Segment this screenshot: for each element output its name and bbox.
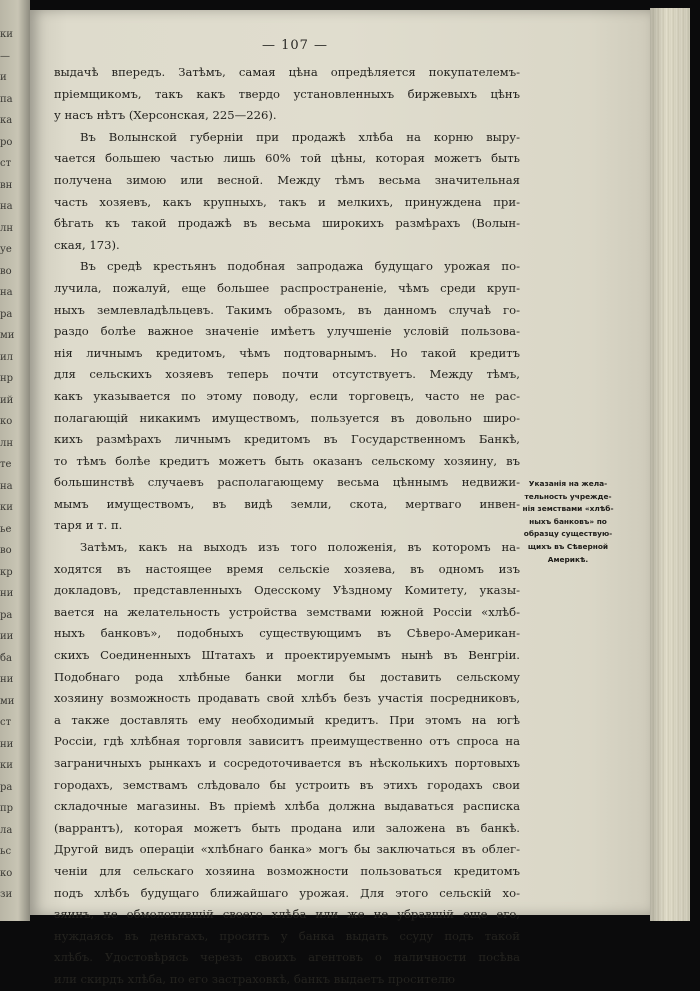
text-line: хозяину возможность продавать свой хлѣбъ безъ участія посредниковъ, <box>54 691 520 706</box>
adjacent-page-fragment: ьс <box>0 846 12 857</box>
body-text <box>54 62 520 991</box>
text-line: получена зимою или весной. Между тѣмъ весьма значительная <box>54 172 520 187</box>
adjacent-page-fragment: ми <box>0 695 15 707</box>
adjacent-page-fragment: ки <box>0 29 13 40</box>
adjacent-page-fragment: вн <box>0 179 13 191</box>
margin-note-line: нія земствами «хлѣб- <box>522 504 614 514</box>
adjacent-page-fragment: ии <box>0 631 14 642</box>
text-line: таря и т. п. <box>54 518 123 533</box>
adjacent-page-fragment: ба <box>0 652 12 664</box>
adjacent-page-fragment: ка <box>0 115 13 126</box>
adjacent-page-fragment: — <box>0 50 10 62</box>
text-line: нуждаясь въ деньгахъ, проситъ у банка выдать ссуду подъ такой <box>54 928 520 943</box>
text-line: зяинъ, не обмолотившій своего хлѣба или же не убравшій еще его, <box>54 907 520 922</box>
margin-note-line: образцу существую- <box>523 529 613 539</box>
adjacent-page-fragment: на <box>0 201 13 212</box>
text-line: скихъ Соединенныхъ Штатахъ и проектируемымъ нынѣ въ Венгріи. <box>54 648 520 663</box>
text-line: мымъ имуществомъ, въ видѣ земли, скота, мертваго инвен- <box>54 496 520 511</box>
text-line: большинствѣ случаевъ располагающему весьма цѣннымъ недвижи- <box>54 475 520 490</box>
adjacent-page-fragment: ст <box>0 717 12 728</box>
text-line: Въ средѣ крестьянъ подобная запродажа будущаго урожая по- <box>80 259 520 274</box>
margin-note <box>504 478 632 566</box>
text-line: вается на желательность устройства земствами южной Россіи «хлѣб- <box>54 604 520 619</box>
text-line: Въ Волынской губерніи при продажѣ хлѣба на корню выру- <box>80 129 520 144</box>
adjacent-page-fragment: ко <box>0 867 13 879</box>
adjacent-page-fragment: ла <box>0 824 13 836</box>
text-line: какъ указывается по этому поводу, если торговецъ, часто не рас- <box>54 388 520 403</box>
text-line: ныхъ землевладѣльцевъ. Такимъ образомъ, въ данномъ случаѣ го- <box>54 302 520 317</box>
margin-note-line: Указанія на жела- <box>528 479 608 488</box>
adjacent-page-fragment: ки <box>0 760 13 771</box>
book-page <box>30 10 650 986</box>
text-line: у насъ нѣтъ (Херсонская, 225—226). <box>54 108 277 123</box>
adjacent-page-fragment: ми <box>0 330 15 341</box>
text-line: ченіи для сельскаго хозяина возможности пользоваться кредитомъ <box>54 863 520 878</box>
adjacent-page-fragment: зи <box>0 889 13 900</box>
text-line: Другой видъ операціи «хлѣбнаго банка» могъ бы заключаться въ облег- <box>54 842 520 857</box>
adjacent-page-fragment: ст <box>0 158 12 169</box>
text-line: ныхъ банковъ», подобныхъ существующимъ въ Сѣверо-Американ- <box>54 626 520 641</box>
adjacent-page-fragment: пр <box>0 803 14 814</box>
adjacent-page-edge <box>0 0 30 921</box>
text-line: Россіи, гдѣ хлѣбная торговля зависитъ преимущественно отъ спроса на <box>54 734 520 749</box>
adjacent-page-fragment: ни <box>0 674 14 685</box>
adjacent-page-fragment: те <box>0 459 12 470</box>
text-line: бѣгать къ такой продажѣ въ весьма широкихъ размѣрахъ (Волын- <box>54 216 520 231</box>
adjacent-page-fragment: ил <box>0 351 14 363</box>
adjacent-page-fragment: ни <box>0 588 14 599</box>
text-line: а также доставлять ему необходимый кредитъ. При этомъ на югѣ <box>54 712 520 727</box>
text-line: или скирдъ хлѣба, по его застраховкѣ, банкъ выдаетъ просителю <box>54 971 456 986</box>
margin-note-line: тельность учрежде- <box>524 491 612 501</box>
adjacent-page-fragment: лн <box>0 437 14 449</box>
text-line: то тѣмъ болѣе кредитъ можетъ быть оказанъ сельскому хозяину, въ <box>54 453 520 468</box>
text-line: чается большею частью лишь 60% той цѣны, которая можетъ быть <box>54 151 520 166</box>
adjacent-page-fragment: лн <box>0 222 14 234</box>
adjacent-page-fragment: ко <box>0 416 13 427</box>
text-line: ская, 173). <box>54 237 120 252</box>
adjacent-page-fragment: ье <box>0 523 12 535</box>
adjacent-page-fragment: уе <box>0 244 12 255</box>
text-line: раздо болѣе важное значеніе имѣетъ улучшеніе условій пользова- <box>54 324 520 339</box>
adjacent-page-fragment: ра <box>0 308 13 320</box>
text-line: складочные магазины. Въ пріемѣ хлѣба должна выдаваться расписка <box>54 799 520 814</box>
text-line: (варрантъ), которая можетъ быть продана или заложена въ банкѣ. <box>54 820 520 835</box>
text-line: Затѣмъ, какъ на выходъ изъ того положенія, въ которомъ на- <box>80 540 520 555</box>
text-line: городахъ, земствамъ слѣдовало бы устроить въ этихъ городахъ свои <box>54 777 520 792</box>
adjacent-page-fragment: ра <box>0 609 13 621</box>
adjacent-page-fragment: кр <box>0 566 13 578</box>
margin-note-line: Америкѣ. <box>547 554 589 564</box>
text-line: нія личнымъ кредитомъ, чѣмъ подтоварнымъ. Но такой кредитъ <box>54 345 520 360</box>
adjacent-page-fragment: нр <box>0 373 14 384</box>
margin-note-line: ныхъ банковъ» по <box>529 516 607 526</box>
text-line: Подобнаго рода хлѣбные банки могли бы доставить сельскому <box>54 669 520 684</box>
text-line: выдачѣ впередъ. Затѣмъ, самая цѣна опредѣляется покупателемъ- <box>54 65 520 79</box>
adjacent-page-fragment: ий <box>0 394 14 406</box>
text-line: заграничныхъ рынкахъ и сосредоточивается въ нѣсколькихъ портовыхъ <box>54 756 520 770</box>
adjacent-page-fragment: па <box>0 93 13 105</box>
margin-note-line: щихъ въ Сѣверной <box>527 541 609 551</box>
adjacent-page-fragment: ни <box>0 738 14 750</box>
page-stack-shadow <box>650 8 690 921</box>
text-line: пріемщикомъ, такъ какъ твердо установленныхъ биржевыхъ цѣнъ <box>54 86 520 101</box>
adjacent-page-fragment: ро <box>0 136 13 148</box>
adjacent-page-fragment: ки <box>0 502 13 513</box>
adjacent-page-fragment: ра <box>0 781 13 793</box>
adjacent-page-fragment: на <box>0 480 13 492</box>
text-line: хлѣбъ. Удостовѣрясь черезъ своихъ агентовъ о наличности посѣва <box>54 950 520 965</box>
adjacent-page-fragment: и <box>0 72 7 83</box>
text-line: ходятся въ настоящее время сельскіе хозяева, въ одномъ изъ <box>54 561 520 576</box>
text-line: докладовъ, представленныхъ Одесскому Уѣздному Комитету, указы- <box>54 583 520 598</box>
page-number: — 107 — <box>261 38 329 53</box>
text-line: полагающій никакимъ имуществомъ, пользуется въ довольно широ- <box>54 410 520 425</box>
text-line: лучила, пожалуй, еще большее распространеніе, чѣмъ среди круп- <box>54 280 520 295</box>
adjacent-page-fragment: на <box>0 287 13 298</box>
adjacent-page-fragment: во <box>0 545 12 556</box>
text-line: часть хозяевъ, какъ крупныхъ, такъ и мелкихъ, принуждена при- <box>54 194 520 209</box>
text-line: подъ хлѣбъ будущаго ближайшаго урожая. Для этого сельскій хо- <box>54 885 520 900</box>
adjacent-page-fragment: во <box>0 265 12 277</box>
text-line: для сельскихъ хозяевъ теперь почти отсутствуетъ. Между тѣмъ, <box>54 367 520 382</box>
text-line: кихъ размѣрахъ личнымъ кредитомъ въ Государственномъ Банкѣ, <box>54 432 520 447</box>
